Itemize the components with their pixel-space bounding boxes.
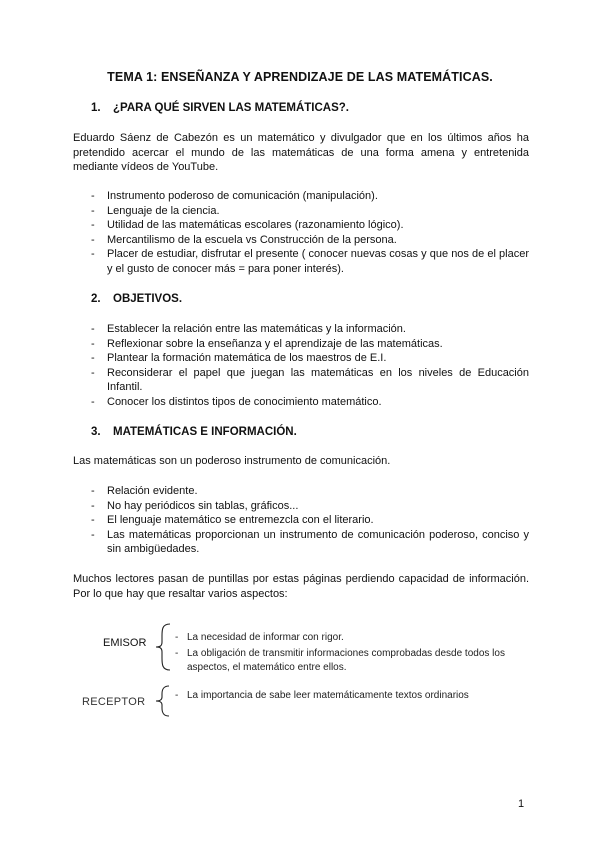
list-item: - Placer de estudiar, disfrutar el presente ( conocer nuevas cosas y que nos de el placer y el gusto de conocer más = para poner interés). bbox=[73, 247, 529, 276]
receptor-item-1-text: La importancia de sabe leer matemáticamente textos ordinarios bbox=[187, 690, 469, 701]
section-2-heading bbox=[91, 293, 182, 305]
section-3-outro: Muchos lectores pasan de puntillas por estas páginas perdiendo capacidad de información. Por lo que hay que resaltar varios aspectos: bbox=[73, 573, 529, 600]
list-item: - El lenguaje matemático se entremezcla con el literario. bbox=[73, 513, 529, 528]
section-1-heading bbox=[91, 102, 349, 114]
receptor-item-1: - La importancia de sabe leer matemáticamente textos ordinarios bbox=[175, 690, 469, 701]
section-3-intro: Las matemáticas son un poderoso instrumento de comunicación. bbox=[73, 455, 391, 467]
emisor-item-1: - La necesidad de informar con rigor. bbox=[175, 632, 344, 643]
emisor-item-1-text: La necesidad de informar con rigor. bbox=[187, 632, 344, 643]
list-item: - Relación evidente. bbox=[73, 484, 529, 499]
section-3-number: 3. bbox=[91, 426, 101, 438]
section-3-title: MATEMÁTICAS E INFORMACIÓN. bbox=[113, 426, 297, 438]
list-item: - No hay periódicos sin tablas, gráficos... bbox=[73, 499, 529, 514]
list-item: - Reflexionar sobre la enseñanza y el aprendizaje de las matemáticas. bbox=[73, 337, 529, 352]
section-3-heading bbox=[91, 426, 297, 438]
list-item: - Lenguaje de la ciencia. bbox=[73, 204, 529, 219]
section-2-title: OBJETIVOS. bbox=[113, 293, 183, 305]
list-item: - Reconsiderar el papel que juegan las matemáticas en los niveles de Educación Infantil. bbox=[73, 366, 529, 395]
section-3-list bbox=[73, 484, 529, 557]
list-item: - Mercantilismo de la escuela vs Construcción de la persona. bbox=[73, 233, 529, 248]
emisor-receptor-diagram bbox=[80, 620, 540, 730]
list-item: - Utilidad de las matemáticas escolares (razonamiento lógico). bbox=[73, 218, 529, 233]
section-2-list bbox=[73, 322, 529, 410]
list-item: - Conocer los distintos tipos de conocimiento matemático. bbox=[73, 395, 529, 410]
section-1-number: 1. bbox=[91, 102, 101, 114]
list-item: - Plantear la formación matemática de los maestros de E.I. bbox=[73, 351, 529, 366]
emisor-item-2: - La obligación de transmitir informaciones comprobadas desde todos los aspectos, el matemático entre ellos. bbox=[175, 648, 505, 673]
section-1-intro: Eduardo Sáenz de Cabezón es un matemático y divulgador que en los últimos años ha pretendido acercar el mundo de las matemáticas de una forma amena y entretenida mediante vídeos de YouTube. bbox=[73, 132, 529, 174]
receptor-label: RECEPTOR bbox=[82, 696, 146, 708]
page-number: 1 bbox=[518, 798, 525, 810]
section-1-list bbox=[73, 189, 529, 277]
section-2-number: 2. bbox=[91, 293, 101, 305]
emisor-label: EMISOR bbox=[103, 637, 147, 649]
emisor-brace-icon bbox=[152, 622, 174, 672]
list-item: - Instrumento poderoso de comunicación (manipulación). bbox=[73, 189, 529, 204]
emisor-item-2-text: La obligación de transmitir informaciones comprobadas desde todos los aspectos, el matemático entre ellos. bbox=[187, 648, 505, 673]
section-1-title: ¿PARA QUÉ SIRVEN LAS MATEMÁTICAS?. bbox=[113, 102, 349, 114]
receptor-brace-icon bbox=[152, 684, 174, 718]
list-item: - Establecer la relación entre las matemáticas y la información. bbox=[73, 322, 529, 337]
page-title: TEMA 1: ENSEÑANZA Y APRENDIZAJE DE LAS MATEMÁTICAS. bbox=[107, 70, 493, 84]
list-item: - Las matemáticas proporcionan un instrumento de comunicación poderoso, conciso y sin ambigüedades. bbox=[73, 528, 529, 557]
